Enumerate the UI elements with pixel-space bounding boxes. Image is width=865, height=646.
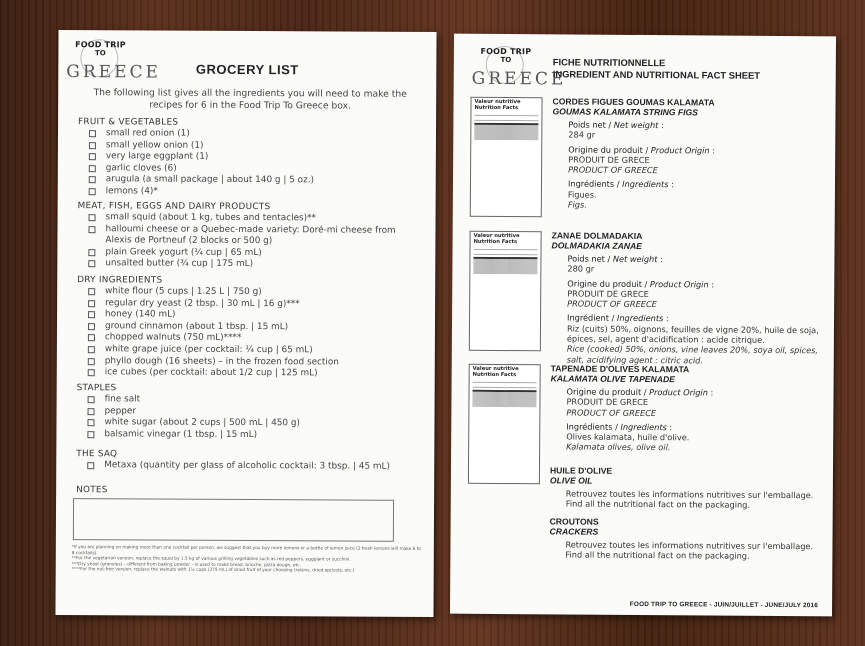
origin-en: PRODUCT OF GREECE [568, 164, 658, 176]
origin-label: Origine du produit / Product Origin : [566, 386, 714, 398]
food-trip-logo [471, 45, 567, 91]
nutrition-facts-panel: Valeur nutritive Nutrition Facts [468, 364, 541, 484]
grocery-intro: The following list gives all the ingredients you will need to make the recipes for 6 in the Food Trip To Greece box. [93, 87, 407, 112]
net-weight-value: 280 gr [567, 263, 595, 274]
notes-box[interactable] [73, 498, 394, 542]
logo-line1: FOOD TRIP [480, 46, 532, 57]
section-heading: FRUIT & VEGETABLES [78, 117, 179, 128]
product-name-en: CRACKERS [549, 526, 599, 537]
checkbox[interactable] [89, 153, 96, 160]
list-item[interactable]: phyllo dough (16 sheets) – in the frozen food section [77, 356, 421, 369]
product-string-figs [552, 96, 828, 211]
checkbox[interactable] [89, 165, 96, 172]
logo-line1: FOOD TRIP [75, 40, 126, 50]
checkbox[interactable] [87, 419, 94, 426]
list-item[interactable]: white grape juice (per cocktail: ¼ cup | 65 mL) [77, 344, 421, 357]
footnote: ****For the nut-free version, replace the walnuts with 1½ cups (375 mL) of dried fruit of your choosing (raisins, dried apricots, etc.) [71, 567, 355, 574]
product-name-fr: HUILE D'OLIVE [549, 465, 613, 476]
section-dry-ingredients [77, 275, 422, 381]
origin-fr: PRODUIT DE GRECE [567, 288, 649, 299]
checkbox[interactable] [89, 130, 96, 137]
info-en: Find all the nutritional fact on the packaging. [565, 498, 751, 511]
list-item[interactable]: plain Greek yogurt (¼ cup | 65 mL) [77, 247, 421, 260]
nutrition-facts-panel: Valeur nutritive Nutrition Facts [469, 231, 542, 351]
checkbox[interactable] [88, 408, 95, 415]
checkbox[interactable] [88, 249, 95, 256]
checkbox[interactable] [88, 396, 95, 403]
section-heading: DRY INGREDIENTS [77, 275, 163, 286]
checkbox[interactable] [89, 177, 96, 184]
ingredients-en: Figs. [567, 199, 587, 210]
origin-en: PRODUCT OF GREECE [566, 407, 657, 418]
ingredients-label: Ingrédients / Ingredients : [566, 421, 673, 433]
product-name-en: OLIVE OIL [549, 475, 593, 486]
product-olive-oil [550, 465, 825, 511]
net-weight-label: Poids net / Net weight : [567, 253, 663, 265]
logo-line2: TO [500, 55, 512, 65]
origin-fr: PRODUIT DE GRECE [568, 154, 650, 165]
section-staples [76, 383, 420, 442]
footnote: *If you are planning on making more than one cocktail per person, we suggest that you buy more lemons or a bottle of lemon juice (2 fresh lemons will make 6 to 8 cocktails). [71, 545, 422, 556]
list-item[interactable]: small squid (about 1 kg, tubes and tentacles)** [78, 212, 422, 225]
checkbox[interactable] [88, 288, 95, 295]
checkbox[interactable] [87, 462, 94, 469]
product-name-en: DOLMADAKIA ZANAE [551, 240, 642, 251]
product-name-en: GOUMAS KALAMATA STRING FIGS [552, 106, 698, 118]
list-item[interactable]: pepper [77, 406, 421, 419]
list-item[interactable]: balsamic vinegar (1 tbsp. | 15 mL) [76, 429, 420, 442]
list-item[interactable]: Metaxa (quantity per glass of alcoholic cocktail: 3 tbsp. | 45 mL) [76, 460, 420, 473]
list-item[interactable]: unsalted butter (¾ cup | 175 mL) [77, 258, 421, 271]
info-fr: Retrouvez toutes les informations nutritives sur l'emballage. [565, 488, 814, 501]
list-item[interactable]: regular dry yeast (2 tbsp. | 30 mL | 16 g)*** [77, 298, 421, 311]
product-name-fr: CROUTONS [549, 516, 599, 527]
list-item[interactable]: chopped walnuts (750 mL)**** [77, 332, 421, 345]
notes-label: NOTES [76, 485, 108, 496]
list-item[interactable]: white sugar (about 2 cups | 500 mL | 450 g) [76, 417, 420, 430]
list-item[interactable]: ice cubes (per cocktail: about 1/2 cup | 125 mL) [77, 367, 421, 380]
product-name-fr: CORDES FIGUES GOUMAS KALAMATA [552, 96, 715, 108]
fact-sheet-title-fr: FICHE NUTRITIONNELLE [552, 56, 666, 69]
nutrition-fact-sheet [450, 34, 836, 617]
product-crackers [549, 516, 824, 562]
ingredients-label: Ingrédient / Ingredients : [567, 312, 669, 324]
grocery-list-sheet [55, 30, 436, 617]
section-heading: THE SAQ [76, 449, 118, 460]
footnote: ***Dry yeast (granules) – different from baking powder – is used to make bread, brioche, pizza dough, etc. [71, 561, 301, 569]
grocery-title: GROCERY LIST [195, 61, 299, 78]
logo-line2: TO [95, 49, 106, 58]
product-name-fr: TAPENADE D'OLIVES KALAMATA [550, 363, 690, 375]
footnotes [72, 545, 422, 575]
fact-sheet-footer: FOOD TRIP TO GREECE - JUIN/JUILLET - JUNE/JULY 2016 [629, 600, 819, 610]
section-the-saq [76, 449, 420, 473]
section-heading: MEAT, FISH, EGGS AND DAIRY PRODUCTS [77, 201, 271, 213]
logo-word: GREECE [471, 68, 567, 90]
list-item[interactable]: lemons (4)* [78, 186, 422, 199]
list-item[interactable]: garlic cloves (6) [78, 163, 422, 176]
checkbox[interactable] [89, 142, 96, 149]
ingredients-en: Rice (cooked) 50%, onions, vine leaves 20%, soya oil, spices, salt, acidifying agent : citric acid. [566, 343, 819, 366]
section-meat-fish-dairy [77, 201, 421, 272]
list-item[interactable]: honey (140 mL) [77, 309, 421, 322]
origin-fr: PRODUIT DE GRECE [566, 396, 649, 408]
info-fr: Retrouvez toutes les informations nutritives sur l'emballage. [565, 539, 814, 552]
origin-label: Origine du produit / Product Origin : [567, 278, 715, 290]
ingredients-fr: Riz (cuits) 50%, oignons, feuilles de vigne 20%, huile de soja, épices, sel, agent d'acidification : acide citrique. [566, 323, 819, 345]
ingredients-en: Kalamata olives, olive oil. [566, 441, 671, 453]
fact-sheet-title-en: INGREDIENT AND NUTRITIONAL FACT SHEET [552, 68, 761, 81]
checkbox[interactable] [89, 188, 96, 195]
product-name-fr: ZANAE DOLMADAKIA [551, 230, 643, 241]
checkbox[interactable] [89, 214, 96, 221]
section-heading: STAPLES [76, 383, 117, 394]
net-weight-value: 284 gr [568, 129, 596, 140]
product-olive-tapenade [550, 363, 826, 454]
list-item[interactable]: fine salt [77, 394, 421, 407]
checkbox[interactable] [87, 431, 94, 438]
section-fruit-vegetables [78, 117, 422, 199]
list-item[interactable]: halloumi cheese or a Quebec-made variety: Doré-mi cheese from Alexis de Portneuf (2 blocks or 500 g) [77, 224, 421, 249]
checkbox[interactable] [88, 261, 95, 268]
ingredients-fr: Olives kalamata, huile d'olive. [566, 431, 690, 443]
list-item[interactable]: small yellow onion (1) [78, 140, 422, 153]
origin-label: Origine du produit / Product Origin : [568, 144, 716, 156]
ingredients-label: Ingrédients / Ingredients : [567, 178, 674, 190]
logo-word: GREECE [66, 62, 161, 83]
list-item[interactable]: arugula (a small package | about 140 g | 5 oz.) [78, 174, 422, 187]
net-weight-label: Poids net / Net weight : [568, 119, 664, 131]
checkbox[interactable] [88, 346, 95, 353]
checkbox[interactable] [88, 358, 95, 365]
list-item[interactable]: small red onion (1) [78, 128, 422, 141]
list-item[interactable]: ground cinnamon (about 1 tbsp. | 15 mL) [77, 321, 421, 334]
checkbox[interactable] [88, 311, 95, 318]
info-en: Find all the nutritional fact on the packaging. [565, 549, 750, 562]
ingredients-fr: Figues. [567, 189, 597, 200]
checkbox[interactable] [88, 335, 95, 342]
product-dolmadakia [551, 230, 827, 366]
checkbox[interactable] [88, 226, 95, 233]
checkbox[interactable] [88, 300, 95, 307]
list-item[interactable]: very large eggplant (1) [78, 151, 422, 164]
nutrition-facts-panel: Valeur nutritive Nutrition Facts [470, 97, 543, 217]
checkbox[interactable] [88, 323, 95, 330]
list-item[interactable]: white flour (5 cups | 1.25 L | 750 g) [77, 286, 421, 299]
footnote: **For the vegetarian version, replace the squid by 1.5 kg of various grilling vegetables such as red peppers, eggplant or zucchini. [71, 556, 351, 563]
origin-en: PRODUCT OF GREECE [567, 298, 657, 310]
checkbox[interactable] [88, 369, 95, 376]
product-name-en: KALAMATA OLIVE TAPENADE [550, 373, 675, 385]
